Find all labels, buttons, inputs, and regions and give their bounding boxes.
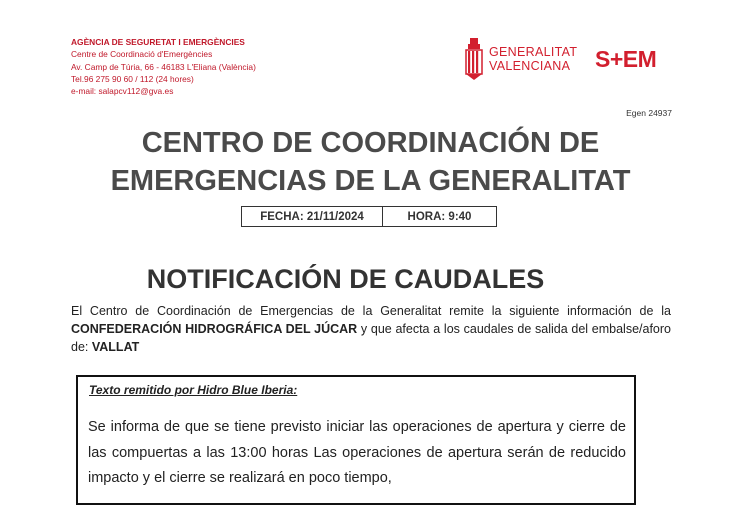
date-time-box: [241, 206, 497, 227]
page-title: [60, 124, 681, 200]
agency-header: [71, 36, 256, 97]
time-field: HORA: 9:40: [407, 210, 472, 223]
intro-source: CONFEDERACIÓN HIDROGRÁFICA DEL JÚCAR: [71, 322, 358, 336]
generalitat-crest-icon: [464, 38, 484, 80]
section-title: NOTIFICACIÓN DE CAUDALES: [146, 264, 545, 294]
agency-phone: Tel.96 275 90 60 / 112 (24 hores): [71, 73, 194, 84]
intro-site: VALLAT: [91, 340, 140, 354]
intro-text-2: y que afecta a los caudales de salida del embalse/aforo de:: [71, 322, 671, 354]
sem-logo: S+EM: [595, 46, 657, 72]
intro-paragraph: [71, 302, 671, 356]
agency-name: AGÈNCIA DE SEGURETAT I EMERGÈNCIES: [71, 37, 245, 47]
generalitat-logo-text: [489, 46, 577, 73]
agency-center: Centre de Coordinació d'Emergències: [71, 49, 213, 60]
date-field: FECHA: 21/11/2024: [242, 207, 383, 226]
generalitat-logo-line2: VALENCIANA: [489, 58, 571, 73]
agency-address: Av. Camp de Túria, 66 - 46183 L'Eliana (València): [71, 61, 256, 72]
intro-text-1: El Centro de Coordinación de Emergencias de la Generalitat remite la siguiente información de la: [71, 304, 671, 318]
page-title-line1: CENTRO DE COORDINACIÓN DE: [141, 127, 600, 159]
panel-body: Se informa de que se tiene previsto iniciar las operaciones de apertura y cierre de las compuertas a las 13:00 horas Las operaciones de apertura serán de reducido impacto y el cierre se realizará en poco tiempo,: [88, 419, 626, 486]
page-title-line2: EMERGENCIAS DE LA GENERALITAT: [110, 165, 631, 197]
panel-header: Texto remitido por Hidro Blue Iberia:: [89, 383, 298, 397]
generalitat-logo-line1: GENERALITAT: [489, 45, 578, 59]
agency-email: e-mail: salapcv112@gva.es: [71, 86, 174, 97]
document-code: Egen 24937: [626, 108, 672, 118]
logos: [464, 38, 674, 82]
